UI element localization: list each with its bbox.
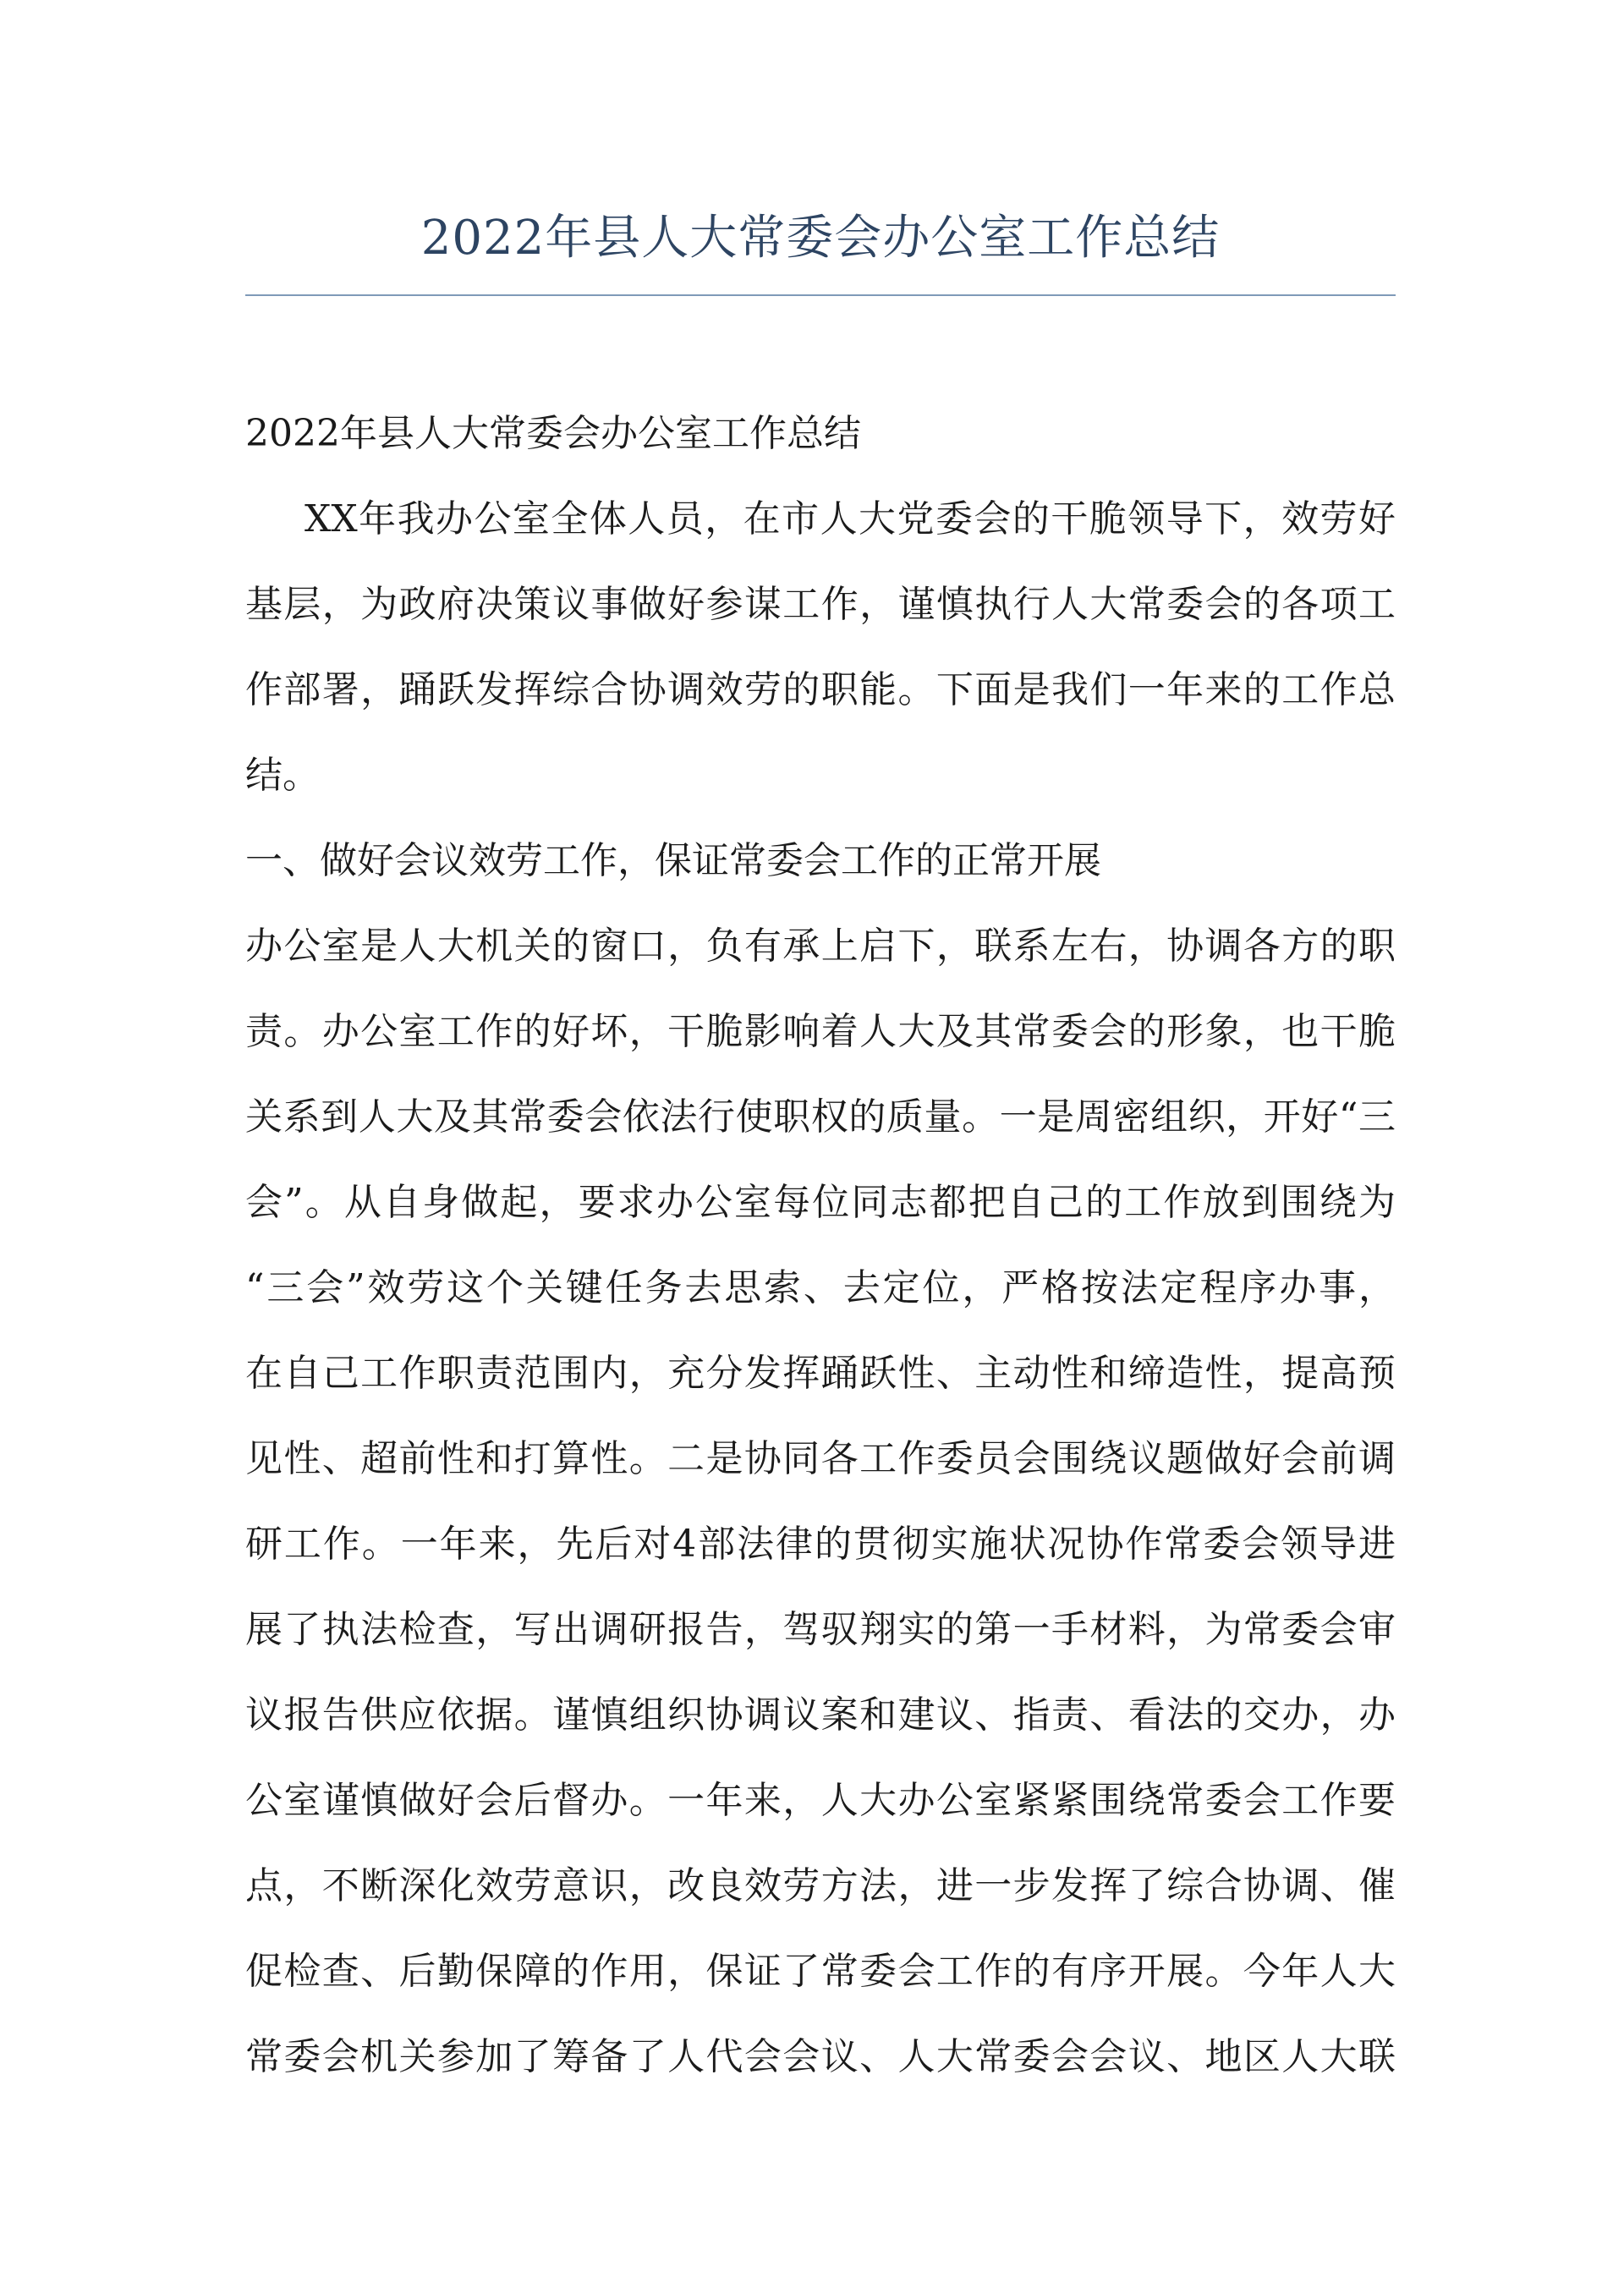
title-divider: [245, 294, 1396, 296]
body-line: 研工作。一年来，先后对4部法律的贯彻实施状况协作常委会领导进: [245, 1523, 1396, 1566]
body-line: 展了执法检查，写出调研报告，驾驭翔实的第一手材料，为常委会审: [245, 1608, 1396, 1651]
body-line: 在自己工作职责范围内，充分发挥踊跃性、主动性和缔造性，提高预: [245, 1352, 1396, 1395]
section-heading: 一、做好会议效劳工作，保证常委会工作的正常开展: [245, 839, 1101, 882]
document-body: [245, 391, 1396, 2099]
body-line: 结。: [245, 754, 320, 797]
body-line: 常委会机关参加了筹备了人代会会议、人大常委会会议、地区人大联: [245, 2035, 1396, 2078]
body-line: 会”。从自身做起，要求办公室每位同志都把自己的工作放到围绕为: [245, 1181, 1396, 1224]
body-line: 点，不断深化效劳意识，改良效劳方法，进一步发挥了综合协调、催: [245, 1864, 1396, 1907]
document-title: 2022年县人大常委会办公室工作总结: [420, 211, 1221, 266]
body-line: “三会”效劳这个关键任务去思索、去定位，严格按法定程序办事，: [245, 1266, 1396, 1309]
body-line: 促检查、后勤保障的作用，保证了常委会工作的有序开展。今年人大: [245, 1950, 1396, 1993]
body-line: 关系到人大及其常委会依法行使职权的质量。一是周密组织，开好“三: [245, 1095, 1396, 1139]
body-line: 见性、超前性和打算性。二是协同各工作委员会围绕议题做好会前调: [245, 1437, 1396, 1480]
body-line: 责。办公室工作的好坏，干脆影响着人大及其常委会的形象，也干脆: [245, 1010, 1396, 1053]
body-line: 基层，为政府决策议事做好参谋工作，谨慎执行人大常委会的各项工: [245, 583, 1396, 626]
body-line: 公室谨慎做好会后督办。一年来，人大办公室紧紧围绕常委会工作要: [245, 1779, 1396, 1822]
body-line-subtitle: 2022年县人大常委会办公室工作总结: [245, 412, 861, 455]
body-line: 办公室是人大机关的窗口，负有承上启下，联系左右，协调各方的职: [245, 925, 1396, 968]
body-line: XX年我办公室全体人员，在市人大党委会的干脆领导下，效劳好: [304, 497, 1396, 541]
body-line: 议报告供应依据。谨慎组织协调议案和建议、指责、看法的交办，办: [245, 1693, 1396, 1737]
body-line: 作部署，踊跃发挥综合协调效劳的职能。下面是我们一年来的工作总: [245, 668, 1396, 711]
